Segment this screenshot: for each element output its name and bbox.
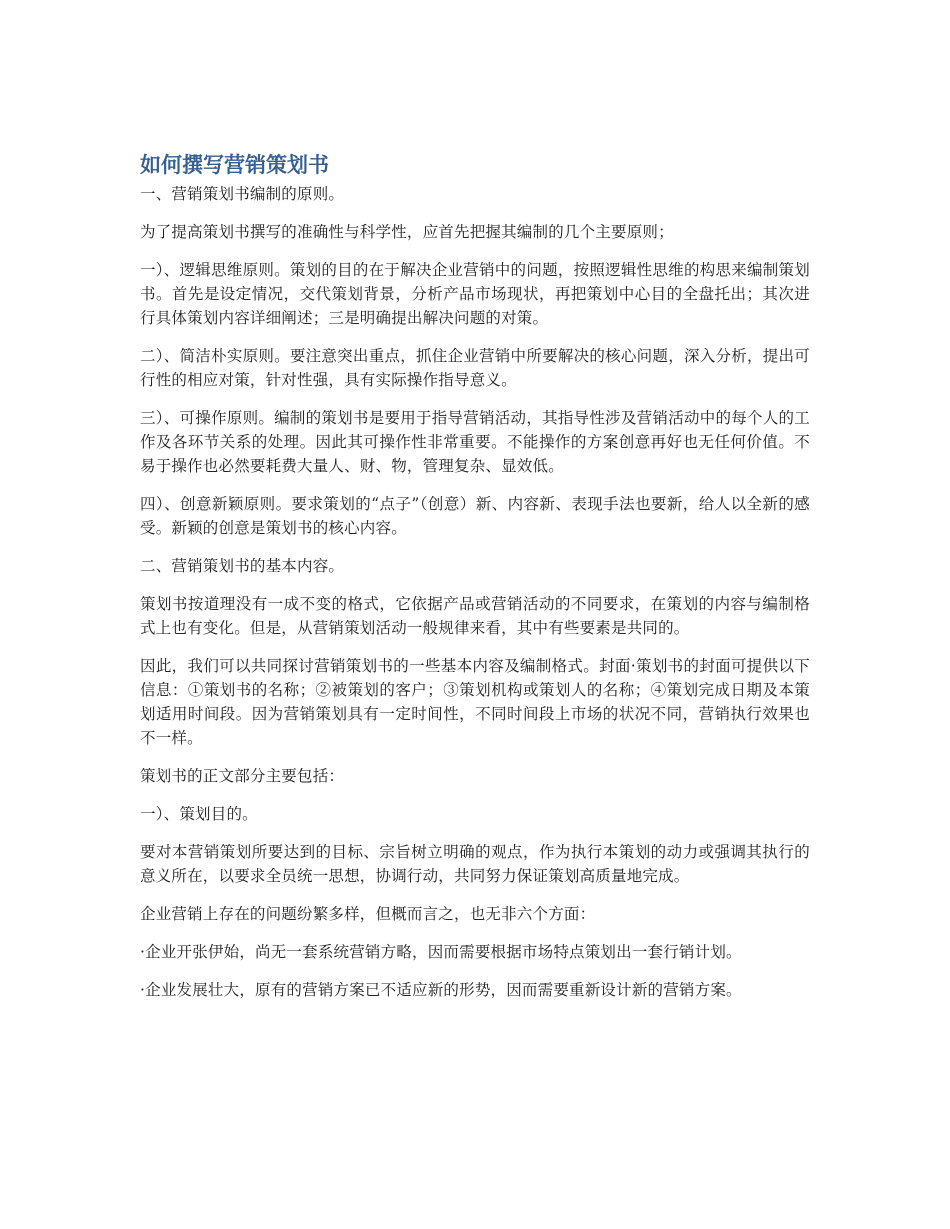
bullet-item: ·企业发展壮大，原有的营销方案已不适应新的形势，因而需要重新设计新的营销方案。 xyxy=(140,981,742,999)
paragraph: 二）、简洁朴实原则。要注意突出重点，抓住企业营销中所要解决的核心问题，深入分析，提出可行性的相应对策，针对性强，具有实际操作指导意义。 xyxy=(140,347,810,389)
document-page xyxy=(140,150,810,1016)
paragraph: 策划书按道理没有一成不变的格式，它依据产品或营销活动的不同要求，在策划的内容与编制格式上也有变化。但是，从营销策划活动一般规律来看，其中有些要素是共同的。 xyxy=(140,595,810,637)
paragraph: 四）、创意新颖原则。要求策划的“点子”（创意）新、内容新、表现手法也要新，给人以全新的感受。新颖的创意是策划书的核心内容。 xyxy=(140,495,810,537)
paragraph: 一）、逻辑思维原则。策划的目的在于解决企业营销中的问题，按照逻辑性思维的构思来编制策划书。首先是设定情况，交代策划背景，分析产品市场现状，再把策划中心目的全盘托出；其次进行具体策划内容详细阐述；三是明确提出解决问题的对策。 xyxy=(140,261,810,327)
paragraph: 因此，我们可以共同探讨营销策划书的一些基本内容及编制格式。封面·策划书的封面可提供以下信息：①策划书的名称；②被策划的客户；③策划机构或策划人的名称；④策划完成日期及本策划适用时间段。因为营销策划具有一定时间性，不同时间段上市场的状况不同，营销执行效果也不一样。 xyxy=(140,657,810,747)
document-title: 如何撰写营销策划书 xyxy=(140,153,329,177)
paragraph: 企业营销上存在的问题纷繁多样，但概而言之，也无非六个方面： xyxy=(140,905,596,923)
paragraph: 要对本营销策划所要达到的目标、宗旨树立明确的观点，作为执行本策划的动力或强调其执行的意义所在，以要求全员统一思想，协调行动，共同努力保证策划高质量地完成。 xyxy=(140,843,810,885)
paragraph: 策划书的正文部分主要包括： xyxy=(140,767,345,785)
paragraph: 为了提高策划书撰写的准确性与科学性，应首先把握其编制的几个主要原则； xyxy=(140,223,674,241)
section-heading-contents: 二、营销策划书的基本内容。 xyxy=(140,557,345,575)
bullet-item: ·企业开张伊始，尚无一套系统营销方略，因而需要根据市场特点策划出一套行销计划。 xyxy=(140,943,742,961)
section-heading-principles: 一、营销策划书编制的原则。 xyxy=(140,185,345,203)
paragraph: 三）、可操作原则。编制的策划书是要用于指导营销活动，其指导性涉及营销活动中的每个人的工作及各环节关系的处理。因此其可操作性非常重要。不能操作的方案创意再好也无任何价值。不易于操作也必然要耗费大量人、财、物，管理复杂、显效低。 xyxy=(140,409,810,475)
paragraph: 一）、策划目的。 xyxy=(140,805,258,823)
